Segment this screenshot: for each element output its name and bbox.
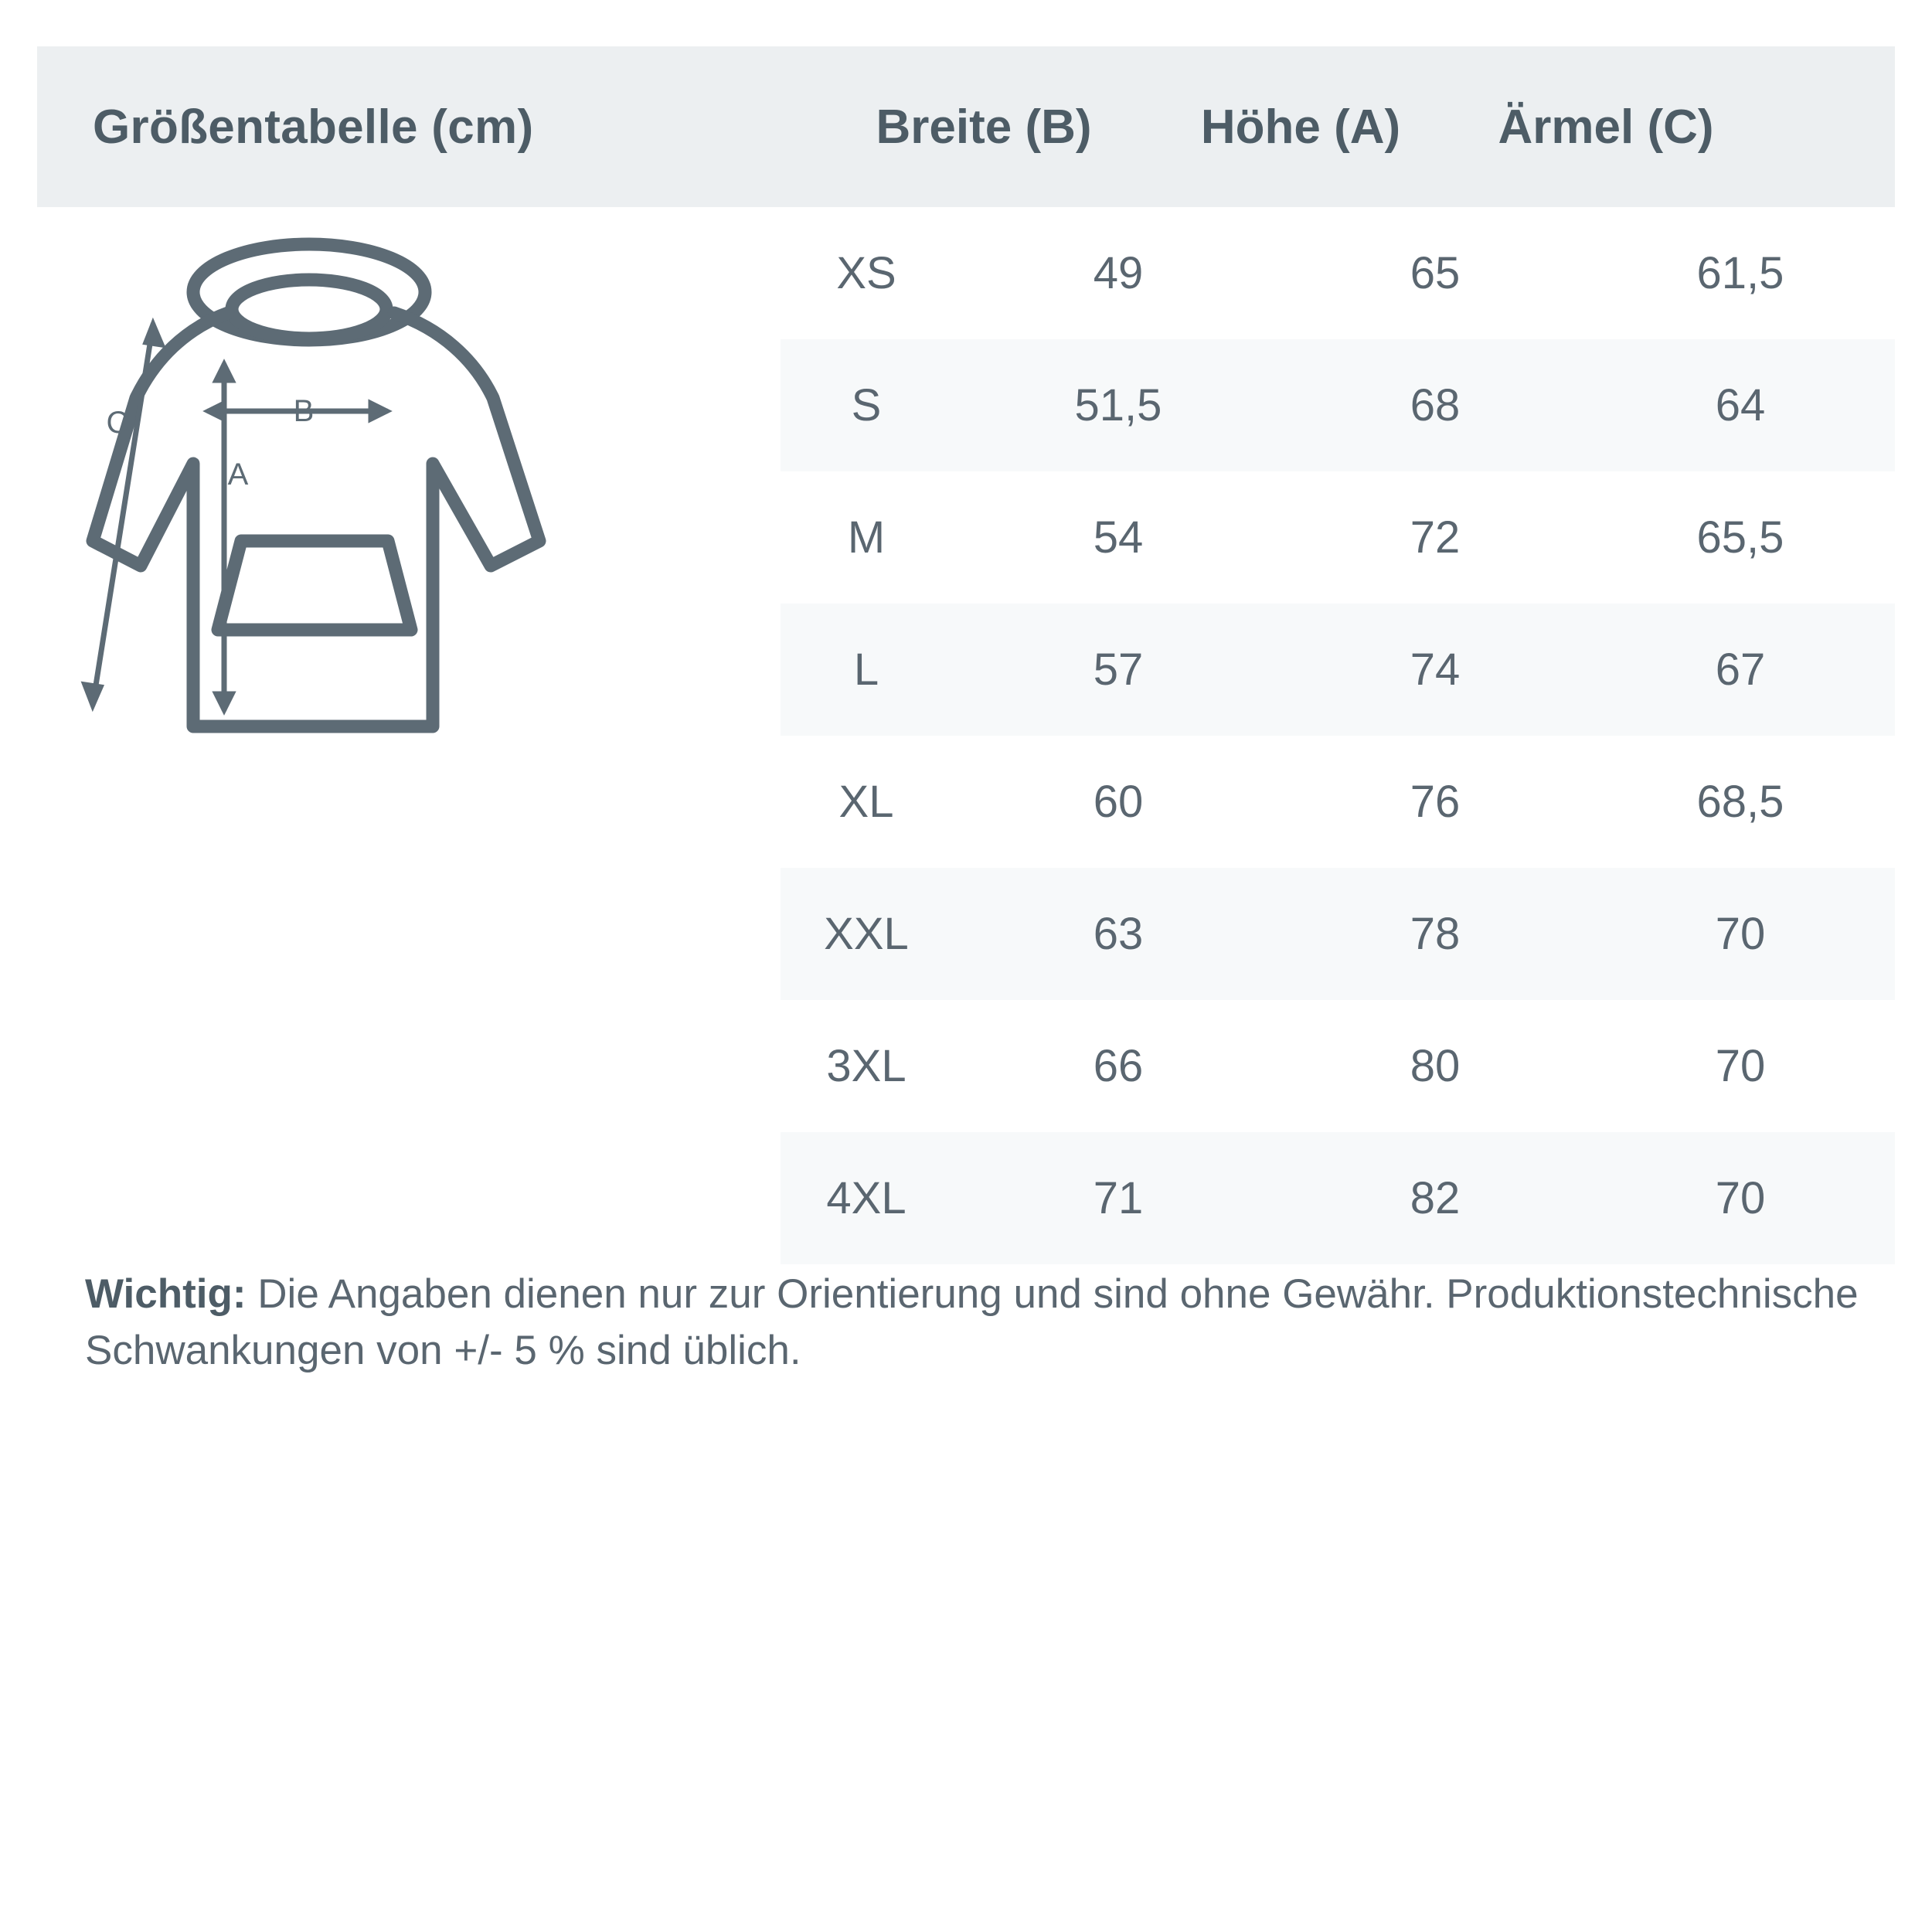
cell-sleeve: 70 xyxy=(1715,909,1766,959)
cell-width: 66 xyxy=(1093,1041,1144,1091)
cell-size: XS xyxy=(836,248,896,298)
column-header-height: Höhe (A) xyxy=(1200,100,1401,154)
cell-height: 72 xyxy=(1410,512,1461,563)
disclaimer-note xyxy=(85,1266,1862,1379)
cell-size: M xyxy=(847,512,886,563)
cell-sleeve: 61,5 xyxy=(1696,248,1784,298)
page-title: Größentabelle (cm) xyxy=(93,100,534,154)
table-row xyxy=(781,1000,1895,1132)
cell-width: 71 xyxy=(1093,1173,1144,1223)
label-b: B xyxy=(293,394,315,428)
cell-size: XXL xyxy=(824,909,909,959)
table-row xyxy=(781,339,1895,471)
table-row xyxy=(781,868,1895,1000)
cell-sleeve: 65,5 xyxy=(1696,512,1784,563)
cell-width: 63 xyxy=(1093,909,1144,959)
table-row xyxy=(781,207,1895,339)
cell-width: 57 xyxy=(1093,645,1144,695)
cell-height: 74 xyxy=(1410,645,1461,695)
disclaimer-text: Die Angaben dienen nur zur Orientierung und sind ohne Gewähr. Produktionstechnische Schwankungen von +/- 5 % sind üblich. xyxy=(85,1271,1859,1374)
table-row xyxy=(781,604,1895,736)
cell-height: 65 xyxy=(1410,248,1461,298)
cell-sleeve: 68,5 xyxy=(1696,777,1784,827)
cell-width: 49 xyxy=(1093,248,1144,298)
cell-sleeve: 67 xyxy=(1715,645,1766,695)
cell-size: 4XL xyxy=(826,1173,906,1223)
cell-width: 54 xyxy=(1093,512,1144,563)
table-row xyxy=(781,1132,1895,1264)
cell-height: 76 xyxy=(1410,777,1461,827)
size-table xyxy=(781,207,1895,1264)
cell-width: 51,5 xyxy=(1074,380,1162,430)
cell-height: 68 xyxy=(1410,380,1461,430)
table-row xyxy=(781,736,1895,868)
cell-size: 3XL xyxy=(826,1041,906,1091)
cell-sleeve: 64 xyxy=(1715,380,1766,430)
cell-size: XL xyxy=(838,777,894,827)
cell-sleeve: 70 xyxy=(1715,1041,1766,1091)
cell-height: 80 xyxy=(1410,1041,1461,1091)
table-row xyxy=(781,471,1895,604)
cell-size: L xyxy=(853,645,879,695)
cell-height: 82 xyxy=(1410,1173,1461,1223)
column-header-group xyxy=(818,46,1932,207)
cell-height: 78 xyxy=(1410,909,1461,959)
label-a: A xyxy=(227,457,249,492)
cell-width: 60 xyxy=(1093,777,1144,827)
column-header-width: Breite (B) xyxy=(876,100,1092,154)
cell-size: S xyxy=(851,380,882,430)
disclaimer-label: Wichtig: xyxy=(85,1271,247,1317)
column-header-sleeve: Ärmel (C) xyxy=(1498,100,1714,154)
label-c: C xyxy=(106,406,129,440)
cell-sleeve: 70 xyxy=(1715,1173,1766,1223)
table-header-band xyxy=(37,46,1895,207)
hoodie-measurement-diagram xyxy=(70,232,750,819)
